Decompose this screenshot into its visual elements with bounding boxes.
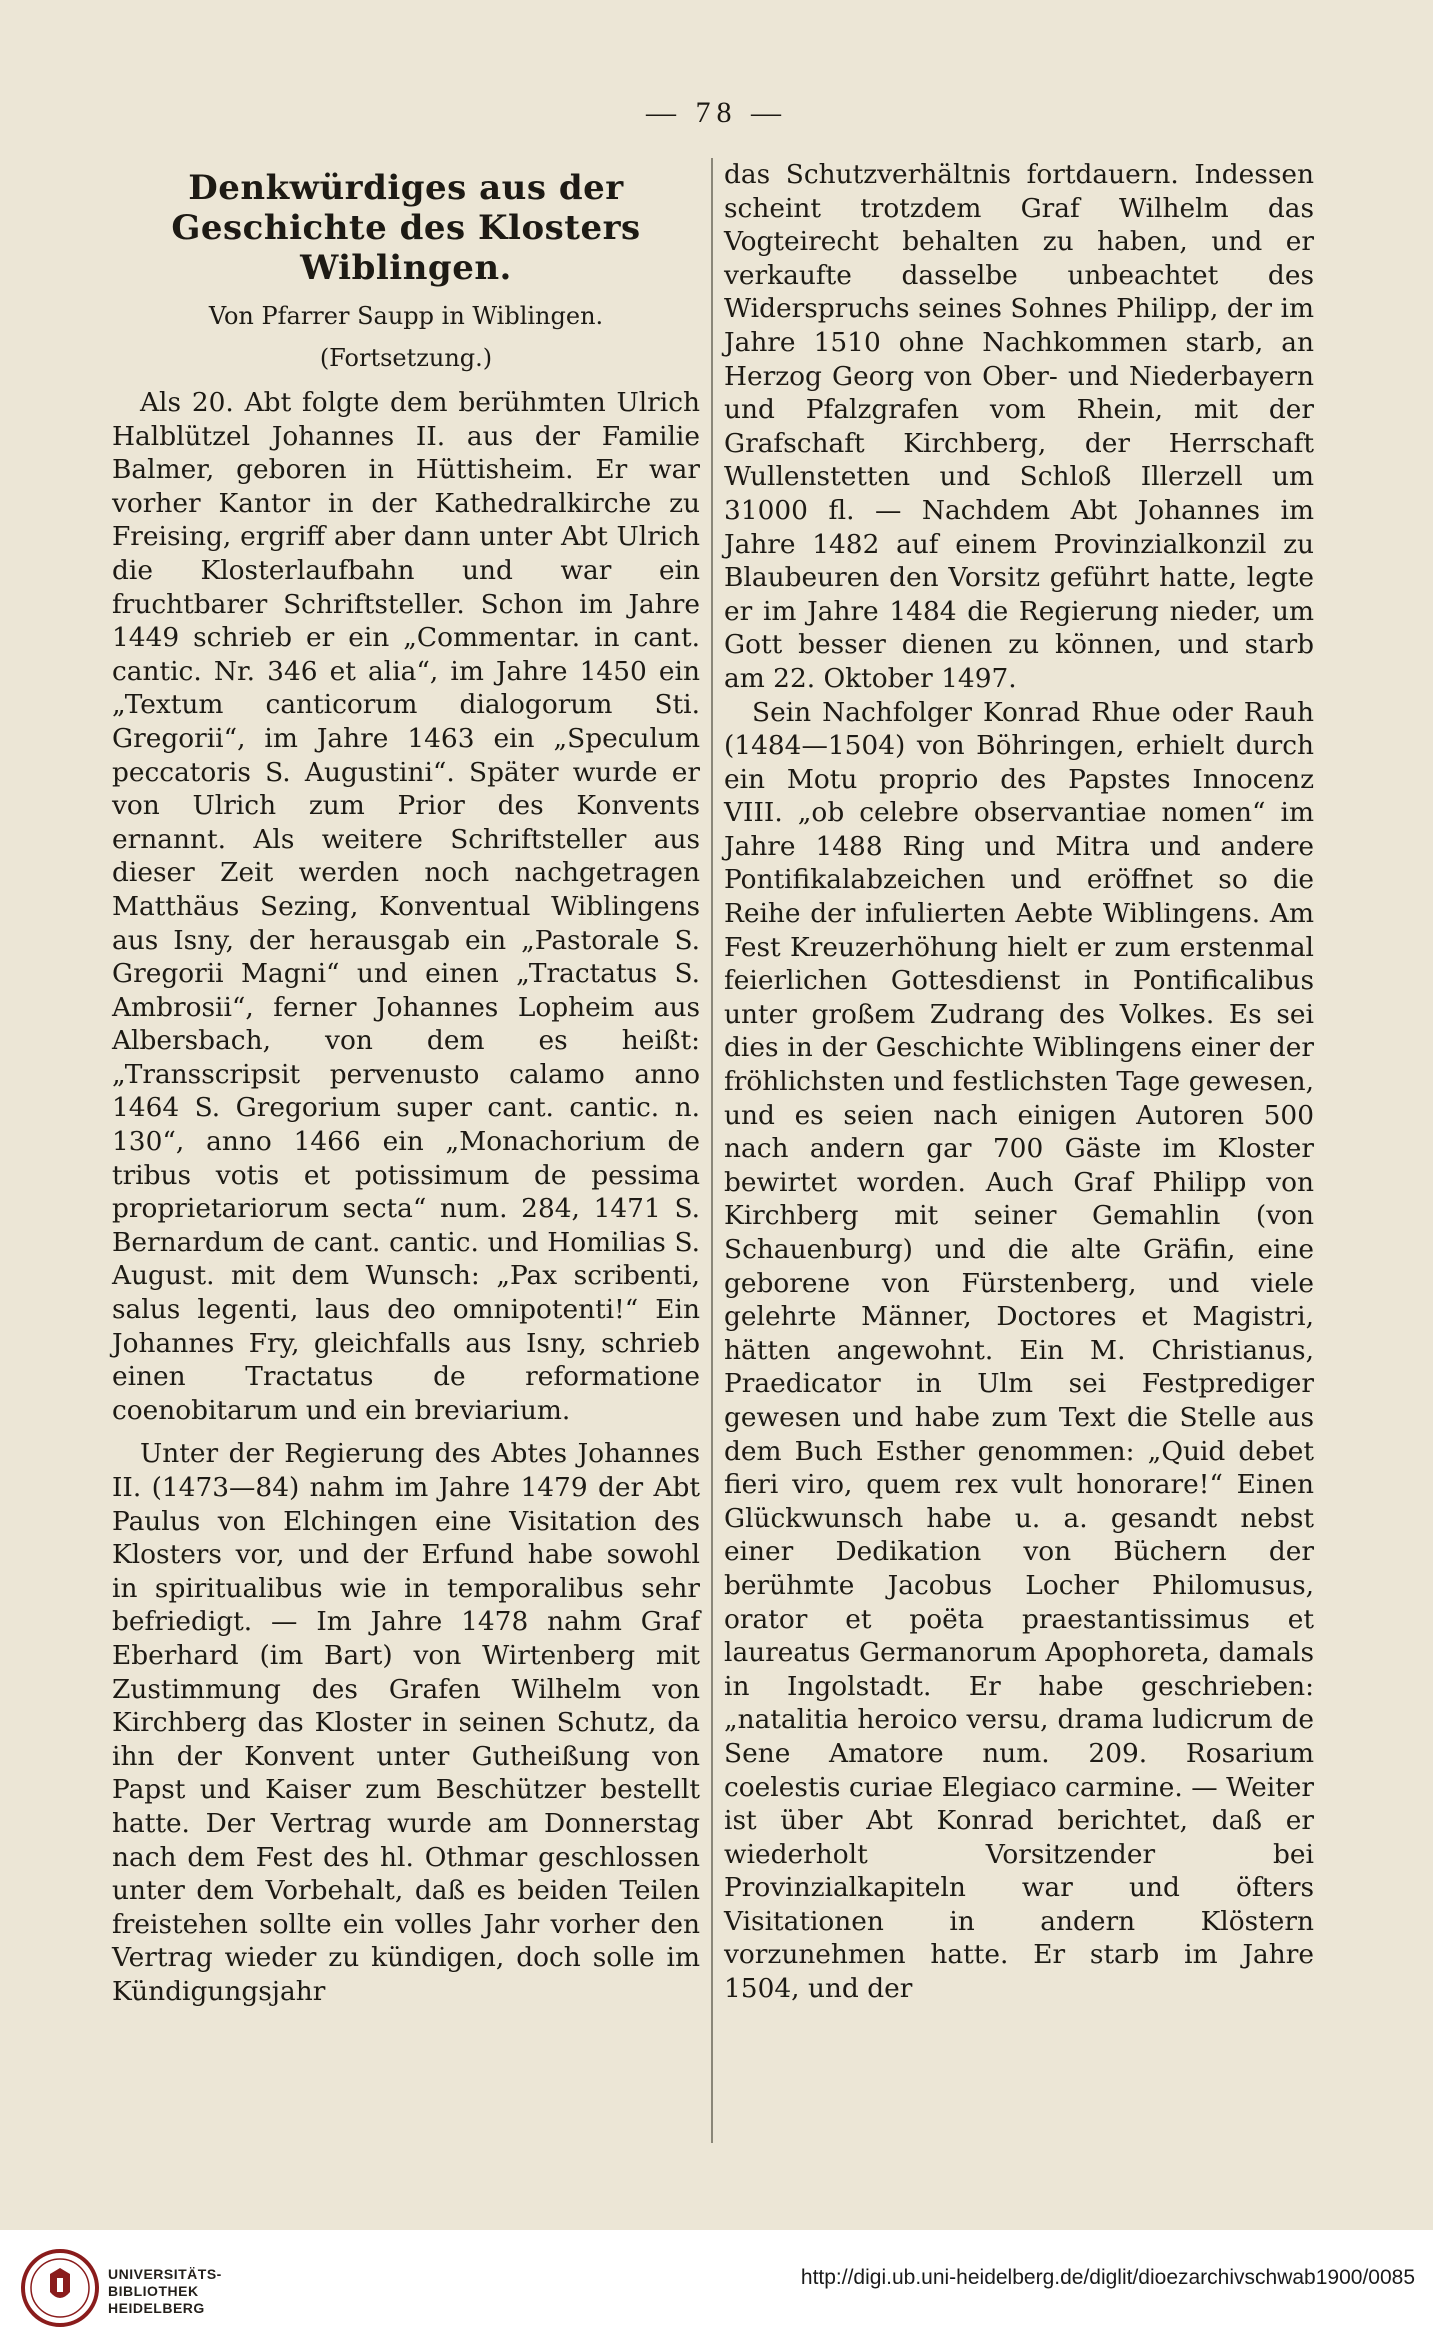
article-title: Denkwürdiges aus der Geschichte des Klosters Wiblingen. xyxy=(171,168,641,288)
left-column xyxy=(112,158,700,2009)
paragraph: Unter der Regierung des Abtes Johannes II. (1473—84) nahm im Jahre 1479 der Abt Paulus von Elchingen eine Visitation des Klosters vor, und der Erfund habe sowohl in spiritualibus wie in temporalibus sehr befriedigt. — Im Jahre 1478 nahm Graf Eberhard (im Bart) von Wirtenberg mit Zustimmung des Grafen Wilhelm von Kirchberg das Kloster in seinen Schutz, da ihn der Konvent unter Gutheißung von Papst und Kaiser zum Beschützer bestellt hatte. Der Vertrag wurde am Donnerstag nach dem Fest des hl. Othmar geschlossen unter dem Vorbehalt, daß es beiden Teilen freistehen sollte ein volles Jahr vorher den Vertrag wieder zu kündigen, doch solle im Kündigungsjahr xyxy=(112,1438,700,2007)
source-url-link[interactable]: http://digi.ub.uni-heidelberg.de/diglit/dioezarchivschwab1900/0085 xyxy=(800,2266,1415,2289)
digitization-footer xyxy=(0,2230,1433,2349)
library-name: UNIVERSITÄTS- BIBLIOTHEK HEIDELBERG xyxy=(108,2266,222,2316)
page-number: — 78 — xyxy=(646,96,787,129)
right-column xyxy=(724,158,1314,2006)
article-byline: Von Pfarrer Saupp in Wiblingen. xyxy=(208,302,604,330)
paragraph: das Schutzverhältnis fortdauern. Indessen scheint trotzdem Graf Wilhelm das Vogteirecht behalten zu haben, und er verkaufte dasselbe unbeachtet des Widerspruchs seines Sohnes Philipp, der im Jahre 1510 ohne Nachkommen starb, an Herzog Georg von Ober- und Niederbayern und Pfalzgrafen vom Rhein, mit der Grafschaft Kirchberg, der Herrschaft Wullenstetten und Schloß Illerzell um 31000 fl. — Nachdem Abt Johannes im Jahre 1482 auf einem Provinzialkonzil zu Blaubeuren den Vorsitz geführt hatte, legte er im Jahre 1484 die Regierung nieder, um Gott besser dienen zu können, und starb am 22. Oktober 1497. xyxy=(724,159,1314,694)
paragraph: Sein Nachfolger Konrad Rhue oder Rauh (1484—1504) von Böhringen, erhielt durch ein Motu proprio des Papstes Innocenz VIII. „ob celebre observantiae nomen“ im Jahre 1488 Ring und Mitra und andere Pontifikalabzeichen und eröffnet so die Reihe der infulierten Aebte Wiblingens. Am Fest Kreuzerhöhung hielt er zum erstenmal feierlichen Gottesdienst in Pontificalibus unter großem Zudrang des Volkes. Es sei dies in der Geschichte Wiblingens einer der fröhlichsten und festlichsten Tage gewesen, und es seien nach einigen Autoren 500 nach andern gar 700 Gäste im Kloster bewirtet worden. Auch Graf Philipp von Kirchberg mit seiner Gemahlin (von Schauenburg) und die alte Gräfin, eine geborene von Fürstenberg, und viele gelehrte Männer, Doctores et Magistri, hätten angewohnt. Ein M. Christianus, Praedicator in Ulm sei Festprediger gewesen und habe zum Text die Stelle aus dem Buch Esther genommen: „Quid debet fieri viro, quem rex vult honorare!“ Einen Glückwunsch habe u. a. gesandt nebst einer Dedikation von Büchern der berühmte Jacobus Locher Philomusus, orator et poëta praestantissimus et laureatus Germanorum Apophoreta, damals in Ingolstadt. Er habe geschrieben: „natalitia heroico versu, drama ludicrum de Sene Amatore num. 209. Rosarium coelestis curiae Elegiaco carmine. — Weiter ist über Abt Konrad berichtet, daß er wiederholt Vorsitzender bei Provinzialkapiteln war und öfters Visitationen in andern Klöstern vorzunehmen hatte. Er starb im Jahre 1504, und der xyxy=(724,696,1314,2005)
university-seal-icon xyxy=(20,2248,100,2328)
column-divider xyxy=(711,158,713,2143)
continuation-note: (Fortsetzung.) xyxy=(319,344,493,372)
paragraph: Als 20. Abt folgte dem berühmten Ulrich Halblützel Johannes II. aus der Familie Balmer, geboren in Hüttisheim. Er war vorher Kantor in der Kathedralkirche zu Freising, ergriff aber dann unter Abt Ulrich die Klosterlaufbahn und war ein fruchtbarer Schriftsteller. Schon im Jahre 1449 schrieb er ein „Commentar. in cant. cantic. Nr. 346 et alia“, im Jahre 1450 ein „Textum canticorum dialogorum Sti. Gregorii“, im Jahre 1463 ein „Speculum peccatoris S. Augustini“. Später wurde er von Ulrich zum Prior des Konvents ernannt. Als weitere Schriftsteller aus dieser Zeit werden noch nachgetragen Matthäus Sezing, Konventual Wiblingens aus Isny, der herausgab ein „Pastorale S. Gregorii Magni“ und einen „Tractatus S. Ambrosii“, ferner Johannes Lopheim aus Albersbach, von dem es heißt: „Transscripsit pervenusto calamo anno 1464 S. Gregorium super cant. cantic. n. 130“, anno 1466 ein „Monachorium de tribus votis et potissimum de pessima proprietariorum secta“ num. 284, 1471 S. Bernardum de cant. cantic. und Homilias S. August. mit dem Wunsch: „Pax scribenti, salus legenti, laus deo omnipotenti!“ Ein Johannes Fry, gleichfalls aus Isny, schrieb einen Tractatus de reformatione coenobitarum und ein breviarium. xyxy=(112,387,700,1426)
